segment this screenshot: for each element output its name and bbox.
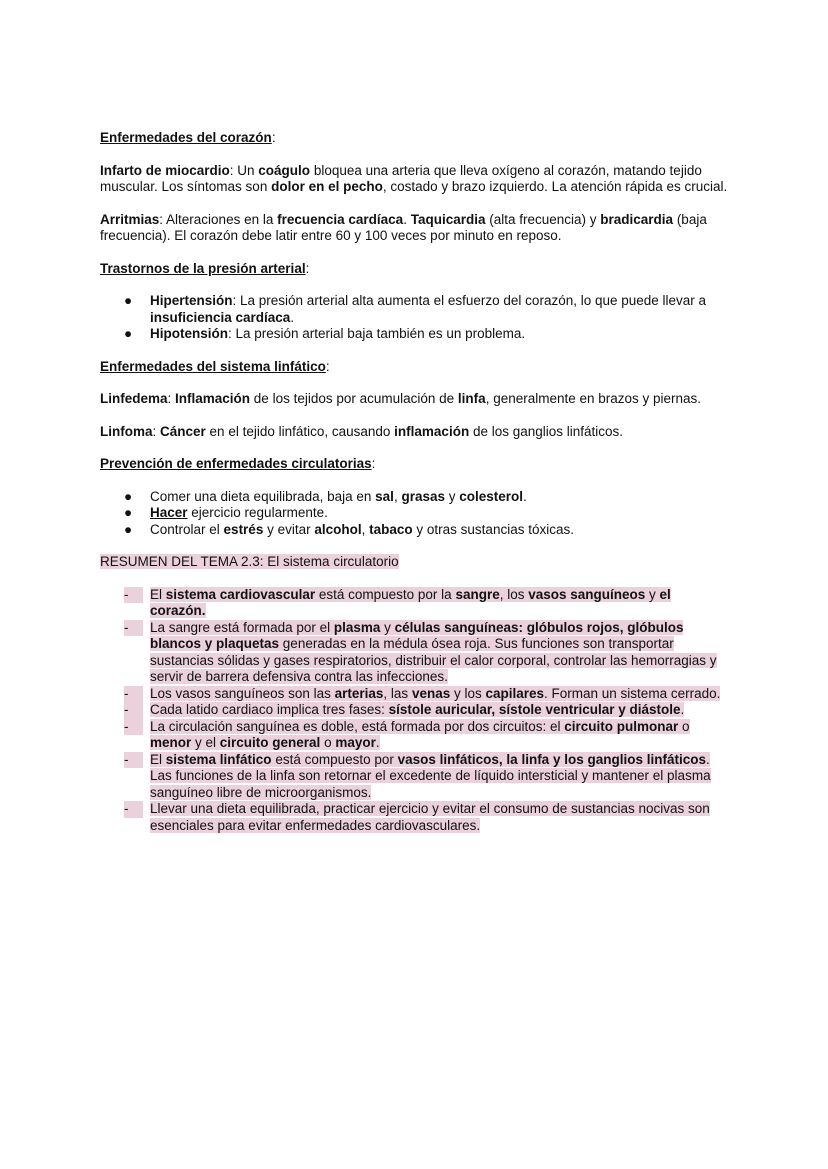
list-item-hipotension: ● Hipotensión: La presión arterial baja también es un problema. xyxy=(124,326,526,341)
summary-list xyxy=(100,587,730,835)
document-content xyxy=(100,130,730,834)
summary-item-7: - Llevar una dieta equilibrada, practicar ejercicio y evitar el consumo de sustancias nocivas son esenciales para evitar enfermedades cardiovasculares. xyxy=(124,801,710,833)
dash-icon: - xyxy=(124,702,143,719)
term-infarto: Infarto de miocardio xyxy=(100,162,230,178)
dash-icon: - xyxy=(124,801,143,818)
list-item-estres: ● Controlar el estrés y evitar alcohol, tabaco y otras sustancias tóxicas. xyxy=(124,521,574,537)
prevention-list xyxy=(100,489,730,539)
term-arritmias: Arritmias xyxy=(100,211,160,227)
dash-icon: - xyxy=(124,719,143,736)
bullet-icon: ● xyxy=(124,293,133,308)
list-item-hipertension: ● Hipertensión: La presión arterial alta aumenta el esfuerzo del corazón, lo que puede llevar a insuficiencia cardíaca. xyxy=(124,293,707,325)
dash-icon: - xyxy=(124,587,143,604)
list-item-ejercicio: ● Hacer ejercicio regularmente. xyxy=(124,505,328,520)
section-heading-pressure: Trastornos de la presión arterial: xyxy=(100,260,310,276)
summary-item-3: - Los vasos sanguíneos son las arterias, las venas y los capilares. Forman un sistema cerrado. xyxy=(124,685,721,701)
dash-icon: - xyxy=(124,686,143,703)
summary-item-5: - La circulación sanguínea es doble, está formada por dos circuitos: el circuito pulmonar o menor y el circuito general o mayor. xyxy=(124,718,690,750)
list-item-dieta: ● Comer una dieta equilibrada, baja en sal, grasas y colesterol. xyxy=(124,488,527,504)
section-heading-prevention: Prevención de enfermedades circulatorias: xyxy=(100,456,376,471)
summary-item-4: - Cada latido cardiaco implica tres fases: sístole auricular, sístole ventricular y diástole. xyxy=(124,702,685,717)
summary-item-2: - La sangre está formada por el plasma y células sanguíneas: glóbulos rojos, glóbulos blancos y plaquetas generadas en la médula ósea roja. Sus funciones son transportar sustancias sólidas y gases respiratorios, distribuir el calor corporal, controlar las hemorragias y servir de barrera defensiva contra las infecciones. xyxy=(124,619,717,684)
summary-item-1: - El sistema cardiovascular está compuesto por la sangre, los vasos sanguíneos y el corazón. xyxy=(124,586,671,618)
dash-icon: - xyxy=(124,620,143,637)
pressure-list xyxy=(100,293,730,343)
section-heading-lymph: Enfermedades del sistema linfático: xyxy=(100,358,330,374)
bullet-icon: ● xyxy=(124,505,133,520)
summary-title: RESUMEN DEL TEMA 2.3: El sistema circulatorio xyxy=(100,554,399,569)
bullet-icon: ● xyxy=(124,521,133,537)
summary-item-6: - El sistema linfático está compuesto por vasos linfáticos, la linfa y los ganglios linfáticos. Las funciones de la linfa son retornar el excedente de líquido intersticial y mantener el plasma sanguíneo libre de microorganismos. xyxy=(124,751,711,800)
section-heading-heart: Enfermedades del corazón: xyxy=(100,130,276,145)
paragraph-linfedema: Linfedema: Inflamación de los tejidos por acumulación de linfa, generalmente en brazos y piernas. xyxy=(100,391,702,406)
bullet-icon: ● xyxy=(124,326,133,341)
paragraph-arritmias: Arritmias: Alteraciones en la frecuencia cardíaca. Taquicardia (alta frecuencia) y bradicardia (baja frecuencia). El corazón debe latir entre 60 y 100 veces por minuto en reposo. xyxy=(100,211,707,243)
paragraph-infarto: Infarto de miocardio: Un coágulo bloquea una arteria que lleva oxígeno al corazón, matando tejido muscular. Los síntomas son dolor en el pecho, costado y brazo izquierdo. La atención rápida es crucial. xyxy=(100,162,728,194)
paragraph-linfoma: Linfoma: Cáncer en el tejido linfático, causando inflamación de los ganglios linfáticos. xyxy=(100,423,624,439)
bullet-icon: ● xyxy=(124,488,133,504)
dash-icon: - xyxy=(124,752,143,769)
